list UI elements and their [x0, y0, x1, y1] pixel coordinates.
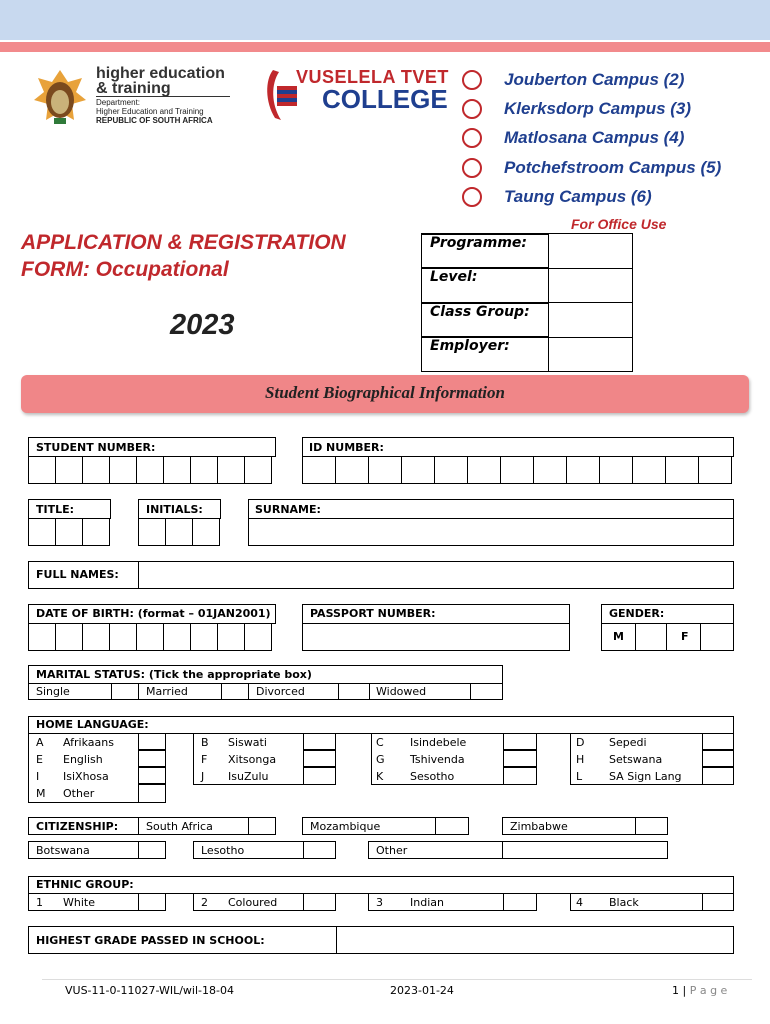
campus-radio-circle[interactable]: [462, 128, 482, 148]
form-year: 2023: [170, 309, 235, 341]
digit-cell[interactable]: [217, 456, 245, 484]
language-name: Siswati: [228, 736, 267, 749]
citizen-other-field[interactable]: [503, 842, 667, 858]
digit-cell[interactable]: [599, 456, 633, 484]
language-sa-sign-lang-checkbox[interactable]: [702, 767, 734, 785]
full-names-label: FULL NAMES:: [36, 568, 119, 581]
char-cell[interactable]: [138, 518, 166, 546]
ethnic-black-checkbox[interactable]: [702, 893, 734, 911]
office-class-group-label: Class Group:: [421, 303, 549, 338]
footer-date: 2023-01-24: [390, 984, 454, 997]
language-name: Setswana: [609, 753, 663, 766]
language-tshivenda-checkbox[interactable]: [503, 750, 537, 767]
campus-option-taung[interactable]: [462, 187, 652, 207]
home-language-label: HOME LANGUAGE:: [36, 718, 149, 731]
gender-f-label: F: [681, 630, 689, 643]
id-number-label: ID NUMBER:: [309, 441, 384, 454]
citizen-option-label: Mozambique: [310, 820, 381, 833]
campus-option-klerksdorp[interactable]: [462, 99, 691, 119]
highest-grade-field[interactable]: [336, 926, 734, 954]
char-cell[interactable]: [28, 623, 56, 651]
marital-widowed-checkbox[interactable]: [470, 683, 503, 700]
citizen-lesotho-checkbox[interactable]: [303, 841, 336, 859]
ethnic-code: 4: [576, 896, 583, 909]
language-english-checkbox[interactable]: [138, 750, 166, 767]
gender-m-checkbox[interactable]: [635, 623, 667, 651]
college-logo-mark: [263, 66, 299, 124]
footer-page-number: 1: [672, 984, 679, 997]
language-code: H: [576, 753, 585, 766]
marital-option-label: Married: [146, 685, 188, 698]
digit-cell[interactable]: [335, 456, 369, 484]
language-code: A: [36, 736, 44, 749]
gender-m-label: M: [613, 630, 624, 643]
language-xitsonga-checkbox[interactable]: [303, 750, 336, 767]
digit-cell[interactable]: [698, 456, 732, 484]
digit-cell[interactable]: [632, 456, 666, 484]
digit-cell[interactable]: [533, 456, 567, 484]
dob-cells[interactable]: [29, 623, 272, 651]
digit-cell[interactable]: [467, 456, 501, 484]
ethnic-code: 2: [201, 896, 208, 909]
language-code: G: [376, 753, 385, 766]
citizen-mozambique-checkbox[interactable]: [435, 817, 469, 835]
language-name: IsuZulu: [228, 770, 269, 783]
language-name: SA Sign Lang: [609, 770, 682, 783]
footer-rule: [42, 979, 752, 980]
footer-separator: |: [682, 984, 690, 997]
ethnic-coloured-checkbox[interactable]: [303, 893, 336, 911]
char-cell[interactable]: [163, 623, 191, 651]
ethnic-white-checkbox[interactable]: [138, 893, 166, 911]
dhet-country: REPUBLIC OF SOUTH AFRICA: [96, 116, 213, 125]
dhet-dept-label: Department:: [96, 98, 141, 107]
language-sepedi-checkbox[interactable]: [702, 733, 734, 750]
digit-cell[interactable]: [82, 456, 110, 484]
ethnic-name: Coloured: [228, 896, 278, 909]
footer-doc-code: VUS-11-0-11027-WIL/wil-18-04: [65, 984, 234, 997]
gender-f-checkbox[interactable]: [700, 623, 734, 651]
char-cell[interactable]: [136, 623, 164, 651]
language-sesotho-checkbox[interactable]: [503, 767, 537, 785]
char-cell[interactable]: [109, 623, 137, 651]
language-name: Afrikaans: [63, 736, 114, 749]
marital-single-checkbox[interactable]: [111, 683, 139, 700]
office-use-label: For Office Use: [571, 216, 667, 232]
digit-cell[interactable]: [434, 456, 468, 484]
campus-option-jouberton[interactable]: [462, 70, 684, 90]
citizen-botswana-checkbox[interactable]: [138, 841, 166, 859]
language-name: Isindebele: [410, 736, 467, 749]
citizenship-label: CITIZENSHIP:: [36, 820, 119, 833]
office-programme-label: Programme:: [421, 234, 549, 269]
title-cells[interactable]: [29, 518, 110, 546]
dhet-title-line2: & training: [96, 80, 171, 97]
campus-label: Potchefstroom Campus (5): [504, 158, 722, 177]
marital-divorced-checkbox[interactable]: [338, 683, 370, 700]
char-cell[interactable]: [55, 623, 83, 651]
footer-page-label: P a g e: [689, 984, 728, 997]
dhet-divider: [96, 96, 230, 97]
digit-cell[interactable]: [136, 456, 164, 484]
language-code: B: [201, 736, 209, 749]
language-name: Sesotho: [410, 770, 455, 783]
language-afrikaans-checkbox[interactable]: [138, 733, 166, 750]
marital-row-divider: [28, 683, 503, 684]
char-cell[interactable]: [165, 518, 193, 546]
citizen-option-label: Lesotho: [201, 844, 245, 857]
language-code: D: [576, 736, 585, 749]
citizen-option-label: Zimbabwe: [510, 820, 568, 833]
char-cell[interactable]: [244, 623, 272, 651]
language-code: K: [376, 770, 384, 783]
language-code: E: [36, 753, 43, 766]
campus-label: Jouberton Campus (2): [504, 70, 685, 89]
coat-of-arms-logo: [32, 68, 88, 128]
marital-option-label: Widowed: [376, 685, 427, 698]
digit-cell[interactable]: [665, 456, 699, 484]
campus-option-matlosana[interactable]: [462, 128, 684, 148]
language-isuzulu-checkbox[interactable]: [303, 767, 336, 785]
campus-radio-circle[interactable]: [462, 70, 482, 90]
language-code: J: [201, 770, 205, 783]
form-title-line1: APPLICATION & REGISTRATION: [21, 231, 346, 254]
char-cell[interactable]: [82, 518, 110, 546]
digit-cell[interactable]: [109, 456, 137, 484]
top-accent-line: [0, 42, 770, 52]
char-cell[interactable]: [192, 518, 220, 546]
citizen-south-africa-checkbox[interactable]: [248, 817, 276, 835]
char-cell[interactable]: [190, 623, 218, 651]
ethnic-name: White: [63, 896, 95, 909]
digit-cell[interactable]: [244, 456, 272, 484]
citizen-zimbabwe-checkbox[interactable]: [635, 817, 668, 835]
language-code: C: [376, 736, 384, 749]
dhet-dept-name: Higher Education and Training: [96, 107, 204, 116]
dob-label: DATE OF BIRTH: (format – 01JAN2001): [36, 607, 271, 620]
ethnic-code: 1: [36, 896, 43, 909]
section-banner: Student Biographical Information: [21, 375, 749, 413]
marital-married-checkbox[interactable]: [221, 683, 249, 700]
language-name: Tshivenda: [410, 753, 465, 766]
passport-field[interactable]: [302, 623, 570, 651]
digit-cell[interactable]: [163, 456, 191, 484]
citizen-option-label: South Africa: [146, 820, 213, 833]
language-name: Sepedi: [609, 736, 647, 749]
char-cell[interactable]: [82, 623, 110, 651]
gender-label: GENDER:: [609, 607, 665, 620]
digit-cell[interactable]: [368, 456, 402, 484]
ethnic-indian-checkbox[interactable]: [503, 893, 537, 911]
citizen-option-label: Botswana: [36, 844, 90, 857]
student-number-cells[interactable]: [29, 456, 272, 484]
language-code: L: [576, 770, 583, 783]
marital-option-label: Single: [36, 685, 70, 698]
digit-cell[interactable]: [401, 456, 435, 484]
language-isixhosa-checkbox[interactable]: [138, 767, 166, 784]
college-name-line1: VUSELELA TVET: [296, 67, 449, 87]
surname-label: SURNAME:: [255, 503, 321, 516]
full-names-field[interactable]: [138, 561, 734, 589]
id-number-cells[interactable]: [303, 456, 732, 484]
office-employer-label: Employer:: [421, 337, 549, 372]
campus-label: Taung Campus (6): [504, 187, 652, 206]
language-siswati-checkbox[interactable]: [303, 733, 336, 750]
digit-cell[interactable]: [28, 456, 56, 484]
campus-label: Klerksdorp Campus (3): [504, 99, 692, 118]
digit-cell[interactable]: [190, 456, 218, 484]
college-name-line2: COLLEGE: [322, 84, 448, 114]
passport-label: PASSPORT NUMBER:: [310, 607, 436, 620]
language-code: I: [36, 770, 40, 783]
initials-label: INITIALS:: [146, 503, 203, 516]
dhet-title-line1: higher education: [96, 65, 225, 82]
highest-grade-label: HIGHEST GRADE PASSED IN SCHOOL:: [36, 934, 265, 947]
surname-field[interactable]: [248, 518, 734, 546]
language-name: IsiXhosa: [63, 770, 109, 783]
office-use-table: [421, 233, 633, 372]
title-label: TITLE:: [36, 503, 75, 516]
form-title-line2: FORM: Occupational: [21, 258, 229, 281]
language-name: Other: [63, 787, 95, 800]
language-name: English: [63, 753, 103, 766]
ethnic-name: Black: [609, 896, 639, 909]
digit-cell[interactable]: [302, 456, 336, 484]
campus-radio-circle[interactable]: [462, 187, 482, 207]
campus-option-potchefstroom[interactable]: [462, 158, 721, 178]
initials-cells[interactable]: [139, 518, 220, 546]
language-isindebele-checkbox[interactable]: [503, 733, 537, 750]
office-level-label: Level:: [421, 268, 549, 303]
digit-cell[interactable]: [566, 456, 600, 484]
char-cell[interactable]: [28, 518, 56, 546]
char-cell[interactable]: [55, 518, 83, 546]
language-name: Xitsonga: [228, 753, 277, 766]
language-setswana-checkbox[interactable]: [702, 750, 734, 767]
digit-cell[interactable]: [500, 456, 534, 484]
language-code: F: [201, 753, 208, 766]
campus-radio-circle[interactable]: [462, 99, 482, 119]
campus-label: Matlosana Campus (4): [504, 128, 685, 147]
top-color-band: [0, 0, 770, 40]
marital-status-label: MARITAL STATUS: (Tick the appropriate box): [36, 668, 312, 681]
language-other-checkbox[interactable]: [138, 784, 166, 803]
ethnic-group-box: [28, 876, 734, 894]
char-cell[interactable]: [217, 623, 245, 651]
ethnic-group-label: ETHNIC GROUP:: [36, 878, 134, 891]
campus-radio-circle[interactable]: [462, 158, 482, 178]
ethnic-code: 3: [376, 896, 383, 909]
ethnic-name: Indian: [410, 896, 444, 909]
marital-option-label: Divorced: [256, 685, 305, 698]
citizen-option-label: Other: [376, 844, 408, 857]
language-code: M: [36, 787, 46, 800]
student-number-label: STUDENT NUMBER:: [36, 441, 156, 454]
digit-cell[interactable]: [55, 456, 83, 484]
